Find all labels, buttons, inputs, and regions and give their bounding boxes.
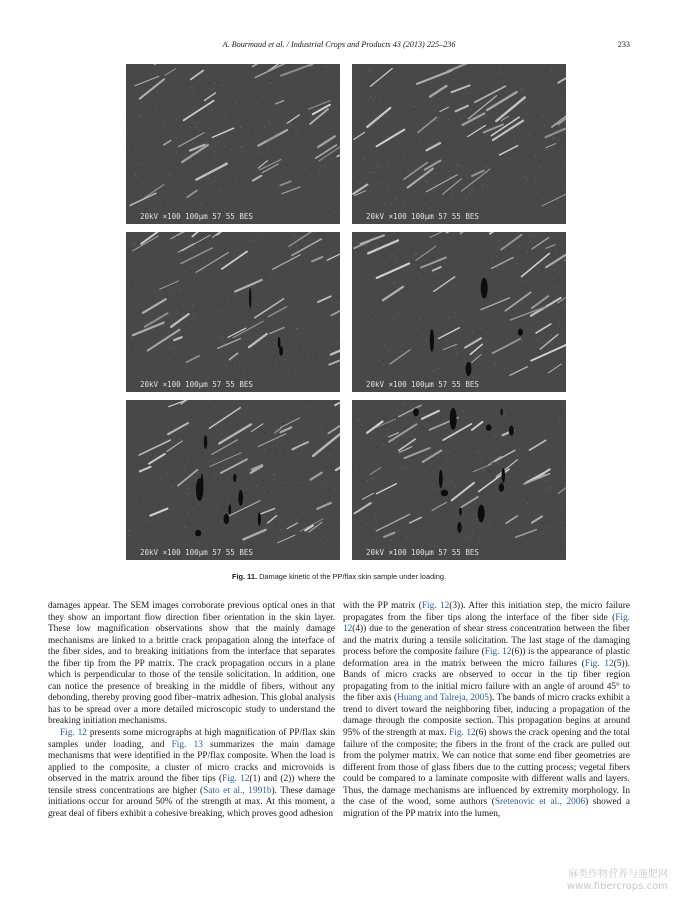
paragraph-3 <box>343 601 630 820</box>
fig-12-link[interactable]: Fig. 12 <box>584 658 614 669</box>
paragraph-2 <box>48 728 335 820</box>
watermark-line-2: www.fibercrops.com <box>566 881 668 892</box>
fig-12-link[interactable]: Fig. 12 <box>421 601 450 611</box>
sem-scale-label: 20kV ×100 100μm 57 55 BES <box>366 380 479 389</box>
sem-scale-label: 20kV ×100 100μm 57 55 BES <box>140 380 253 389</box>
text-span: ). These damage initiations occur for around 50% of the strength at max. At this moment, a great deal of fibers exhibit a cohesive breaking, which proves good adhesion <box>48 785 335 819</box>
sem-micrograph-image <box>352 400 566 560</box>
fig-12-link[interactable]: Fig. 12 <box>449 728 476 739</box>
fig-12-link[interactable]: Fig. 12 <box>222 774 250 785</box>
sem-micrograph-image <box>126 64 340 224</box>
sem-panel-4 <box>352 232 566 392</box>
figure-caption <box>48 572 630 581</box>
fig-13-link[interactable]: Fig. 13 <box>171 739 203 750</box>
sem-panel-3 <box>126 232 340 392</box>
sem-scale-label: 20kV ×100 100μm 57 55 BES <box>140 212 253 221</box>
sem-micrograph-image <box>352 232 566 392</box>
fig-12-link[interactable]: Fig. 12 <box>60 728 87 739</box>
page-number: 233 <box>617 40 630 49</box>
sem-scale-label: 20kV ×100 100μm 57 55 BES <box>140 548 253 557</box>
text-span: (4)) due to the generation of shear stress concentration between the fiber and the matrix during a tensile solicitation. The last stage of the damaging process before the composite failure ( <box>343 624 630 658</box>
sem-panel-6 <box>352 400 566 560</box>
huang-citation-link[interactable]: Huang and Talreja, 2005 <box>397 693 489 704</box>
sem-micrograph-image <box>126 232 340 392</box>
fig-12-link[interactable]: Fig. 12 <box>484 647 512 658</box>
sato-citation-link[interactable]: Sato et al., 1991b <box>203 785 272 796</box>
sem-panel-1 <box>126 64 340 224</box>
text-span: presents some micrographs at high magnification of PP/flax skin samples under loading, and <box>48 728 335 750</box>
watermark-line-1: 麻类作物营养与施肥网 <box>568 869 668 880</box>
paragraph-1: damages appear. The SEM images corroborate previous optical ones in that they show an important flow direction fiber orientation in the skin layer. These low magnification observations show that the mainly damage mechanisms are linked to a brittle crack propagation along the interface of the fiber sides, and to breaking initiations from the interface that separates the fiber tip from the PP matrix. The crack propagation occurs in a plane which is perpendicular to those of the tensile solicitation. In addition, one can notice the presence of breaking in the middle of fibers, without any debonding, thereby proving good fiber–matrix adhesion. This global analysis has to be spread over a more detailed microscopic study to understand the breaking initiation mechanisms. <box>48 601 335 727</box>
sem-panel-5 <box>126 400 340 560</box>
sem-micrograph-image <box>126 400 340 560</box>
fig-12-link[interactable]: Fig. 12 <box>343 612 630 635</box>
sretenovic-citation-link[interactable]: Sretenovic et al., 2006 <box>494 797 586 808</box>
watermark <box>567 869 668 893</box>
sem-scale-label: 20kV ×100 100μm 57 55 BES <box>366 548 479 557</box>
text-span: (5)). Bands of micro cracks are observed to occur in the tip fiber region propagating from to the initial micro failure with an angle of around 45° to the fiber axis ( <box>343 658 630 704</box>
text-span: (1) and (2)) where the tensile stress concentrations are higher ( <box>48 774 335 796</box>
text-span: (6)) is the appearance of plastic deformation area in the matrix between the micro failures ( <box>343 647 630 669</box>
text-span: ) showed a migration of the PP matrix into the lumen, <box>343 797 631 819</box>
text-span: ). The bands of micro cracks exhibit a trend to divert toward the neighboring fiber, inducing a propagation of the damage through the composite section. This propagation begins at around 95% of the strength at max. <box>343 693 630 739</box>
right-column <box>343 601 630 820</box>
left-column <box>48 601 335 820</box>
figure-caption-label: Fig. 11. <box>231 572 258 581</box>
journal-citation: A. Bourmaud et al. / Industrial Crops and Products 43 (2013) 225–236 <box>222 40 456 49</box>
sem-scale-label: 20kV ×100 100μm 57 55 BES <box>366 212 479 221</box>
text-span: (3)). After this initiation step, the micro failure propagates from the fiber tips along the interface of the fiber side ( <box>343 601 630 623</box>
text-span: with the PP matrix ( <box>343 601 422 611</box>
running-header <box>48 40 630 54</box>
figure-caption-text: Damage kinetic of the PP/flax skin sample under loading. <box>259 572 447 581</box>
text-span: summarizes the main damage mechanisms that were identified in the PP/flax composite. When the load is applied to the composite, a cluster of micro cracks and microvoids is observed in the matrix around the fiber tips ( <box>48 739 335 785</box>
sem-panel-2 <box>352 64 566 224</box>
text-span: (6) shows the crack opening and the total failure of the composite; the fibers in the front of the crack are pulled out from the polymer matrix. We can notice that some end fiber geometries are different from those of glass fibers due to the cutting process; vegetal fibers could be compared to a laminate composite with different walls and layers. Thus, the damage mechanisms are influenced by extremity morphology. In the case of the wood, some authors ( <box>343 728 630 808</box>
sem-micrograph-image <box>352 64 566 224</box>
